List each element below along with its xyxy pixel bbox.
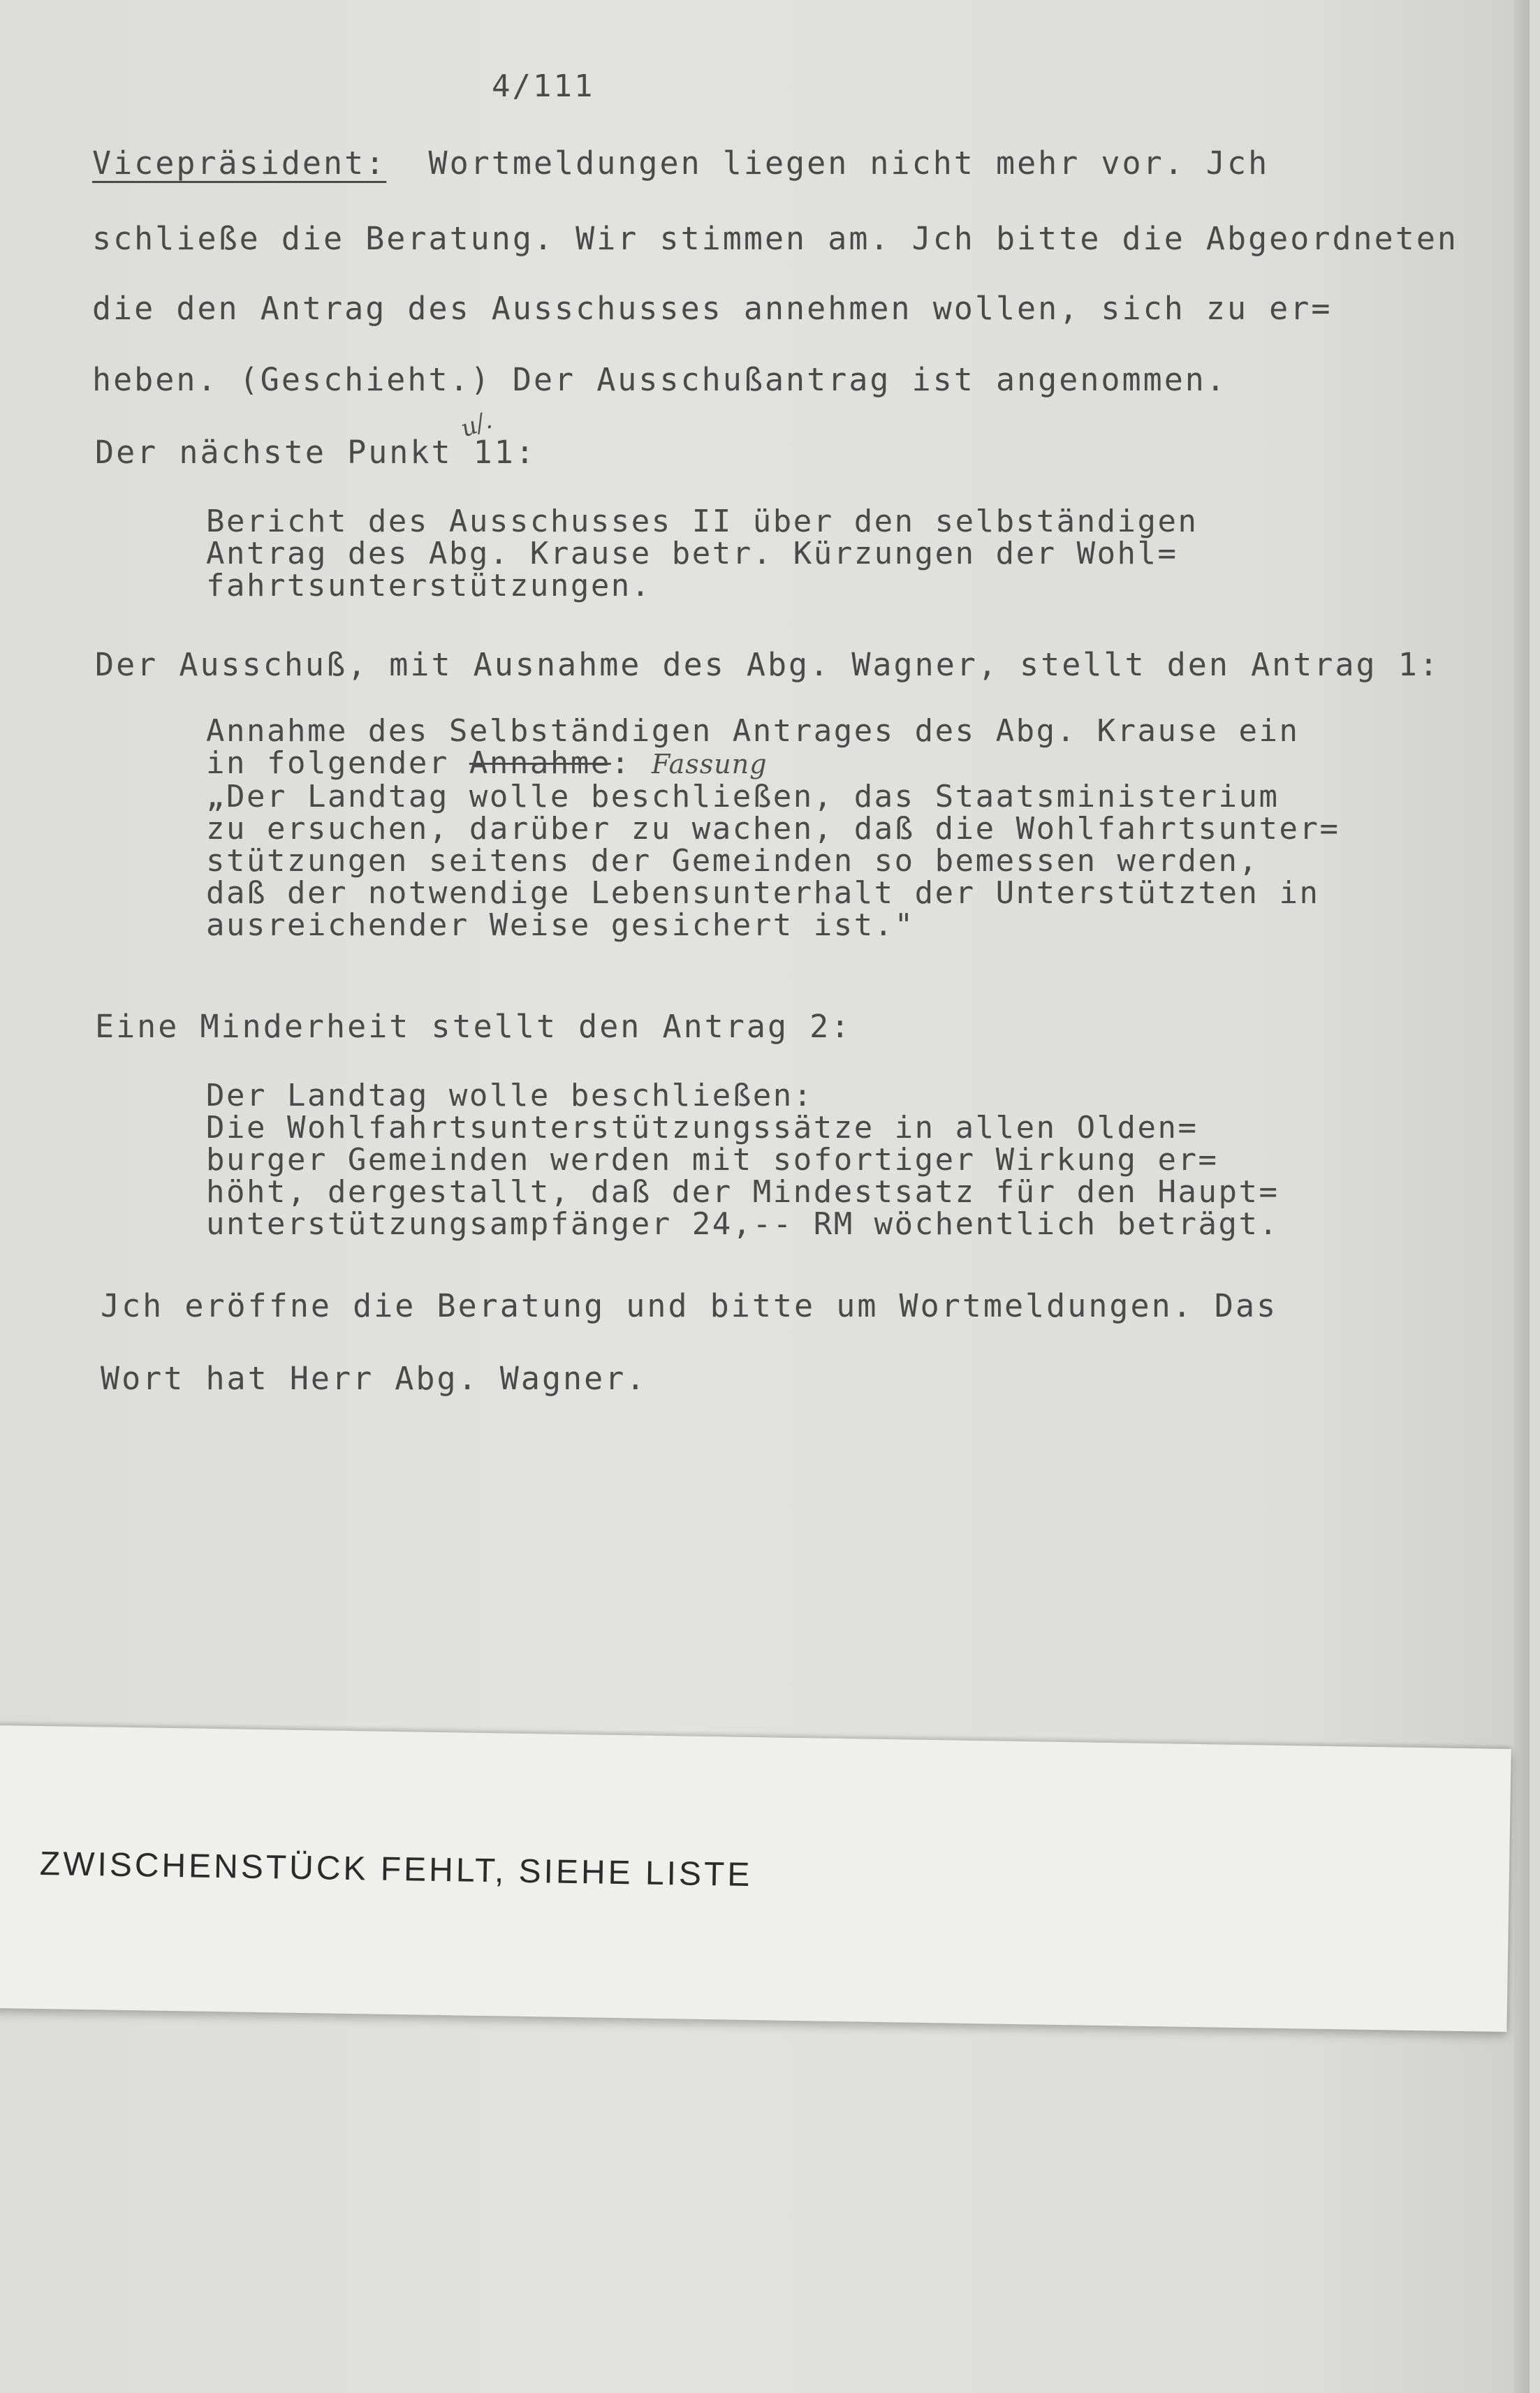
motion1-line: „Der Landtag wolle beschließen, das Staatsministerium (206, 779, 1279, 814)
closing-line: Jch eröffne die Beratung und bitte um Wortmeldungen. Das (101, 1287, 1278, 1324)
paragraph-text: Wortmeldungen liegen nicht mehr vor. Jch (386, 145, 1270, 182)
report-line: Bericht des Ausschusses II über den selbständigen (206, 504, 1198, 539)
committee-motion: Der Ausschuß, mit Ausnahme des Abg. Wagner, stellt den Antrag 1: (95, 646, 1440, 683)
motion1-line: ausreichender Weise gesichert ist." (206, 907, 915, 943)
handwritten-correction: Fassung (651, 749, 768, 780)
motion2-line: unterstützungsampfänger 24,-- RM wöchentlich beträgt. (206, 1206, 1279, 1242)
pasted-slip (0, 1725, 1511, 2032)
speaker-label: Vicepräsident: (92, 145, 387, 182)
motion1-prefix: in folgender (206, 745, 469, 781)
slip-label: ZWISCHENSTÜCK FEHLT, SIEHE LISTE (39, 1845, 753, 1894)
report-line: fahrtsunterstützungen. (206, 568, 652, 603)
report-line: Antrag des Abg. Krause betr. Kürzungen der Wohl= (206, 536, 1178, 571)
next-item-line: Der nächste Punkt 11: (95, 434, 536, 471)
handwritten-note: u/. (457, 406, 496, 444)
motion1-line: zu ersuchen, darüber zu wachen, daß die Wohlfahrtsunter= (206, 811, 1340, 847)
paragraph-line: heben. (Geschieht.) Der Ausschußantrag ist angenommen. (92, 361, 1227, 398)
page-edge (1514, 0, 1530, 2393)
paragraph-line (92, 147, 1269, 180)
struck-word: Annahme (469, 745, 611, 781)
motion1-line: stützungen seitens der Gemeinden so bemessen werden, (206, 843, 1259, 879)
motion1-suffix: : (610, 745, 631, 781)
motion1-line: Annahme des Selbständigen Antrages des Abg. Krause ein (206, 713, 1300, 749)
paragraph-line: die den Antrag des Ausschusses annehmen wollen, sich zu er= (92, 290, 1333, 327)
motion1-line: daß der notwendige Lebensunterhalt der Unterstützten in (206, 875, 1320, 911)
motion2-line: höht, dergestallt, daß der Mindestsatz für den Haupt= (206, 1174, 1279, 1210)
paragraph-line: schließe die Beratung. Wir stimmen am. Jch bitte die Abgeordneten (92, 220, 1458, 257)
minority-motion: Eine Minderheit stellt den Antrag 2: (95, 1008, 852, 1045)
motion2-line: Die Wohlfahrtsunterstützungssätze in allen Olden= (206, 1110, 1198, 1146)
motion2-line: Der Landtag wolle beschließen: (206, 1078, 814, 1113)
motion2-line: burger Gemeinden werden mit sofortiger Wirkung er= (206, 1142, 1219, 1178)
motion1-line (206, 747, 768, 780)
page-number: 4/111 (492, 68, 595, 104)
closing-line: Wort hat Herr Abg. Wagner. (101, 1360, 647, 1397)
